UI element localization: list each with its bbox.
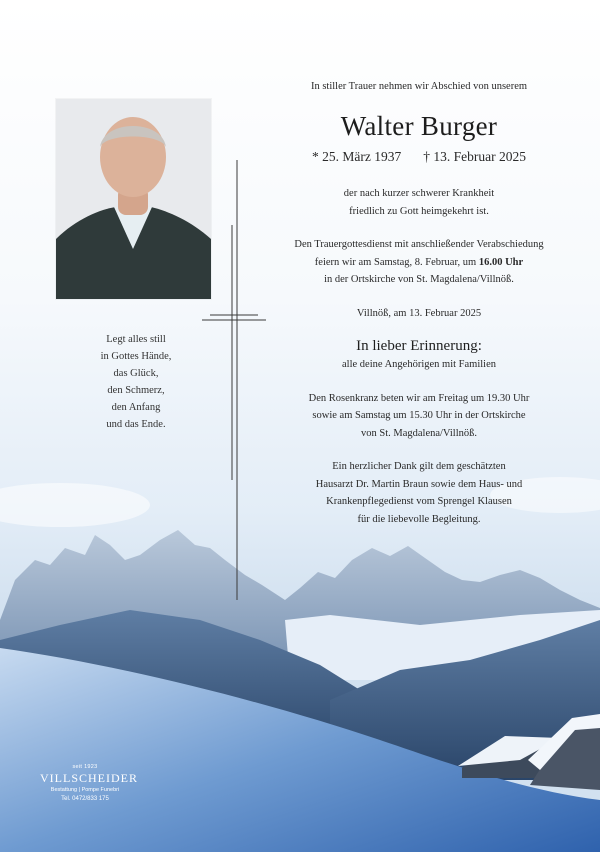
service-date: feiern wir am Samstag, 8. Februar, um (314, 256, 479, 268)
birth-date: * 25. März 1937 (312, 149, 402, 164)
text-line: für die liebevolle Begleitung. (357, 513, 481, 525)
verse-line: und das Ende. (106, 419, 166, 430)
place-date: Villnöß, am 13. Februar 2025 (356, 307, 482, 319)
verse-line: in Gottes Hände, (100, 351, 172, 362)
logo-brand: VILLSCHEIDER (40, 771, 138, 785)
passing-text (258, 185, 580, 220)
rosary-text (258, 390, 580, 443)
verse-text (66, 331, 206, 433)
text-line: von St. Magdalena/Villnöß. (360, 427, 478, 439)
text-line: der nach kurzer schwerer Krankheit (343, 188, 495, 199)
text-line: Den Rosenkranz beten wir am Freitag um 19.30 Uhr (308, 392, 530, 404)
memory-heading: In lieber Erinnerung: (356, 338, 482, 354)
logo-subtitle: Bestattung | Pompe Funebri (50, 787, 120, 793)
verse-line: Legt alles still (106, 334, 166, 345)
text-line: in der Ortskirche von St. Magdalena/Villnöß. (324, 274, 514, 285)
service-text (258, 236, 580, 289)
deceased-name: Walter Burger (340, 111, 498, 141)
memory-text: alle deine Angehörigen mit Familien (342, 359, 496, 370)
text-line: Krankenpflegedienst vom Sprengel Klausen (326, 496, 512, 507)
text-line (258, 254, 580, 272)
thanks-text (258, 458, 580, 528)
life-dates (258, 147, 580, 167)
logo-phone: Tel. 0472/833 175 (61, 796, 109, 802)
text-line: sowie am Samstag um 15.30 Uhr in der Ortskirche (312, 410, 526, 421)
verse-line: das Glück, (113, 368, 159, 379)
death-date: † 13. Februar 2025 (423, 149, 526, 164)
verse-line: den Anfang (111, 402, 161, 413)
intro-line: In stiller Trauer nehmen wir Abschied von unserem (310, 81, 528, 92)
text-line: Den Trauergottesdienst mit anschließender Verabschiedung (294, 239, 544, 250)
logo-since: seit 1923 (72, 764, 98, 770)
text-line: friedlich zu Gott heimgekehrt ist. (349, 205, 489, 217)
service-time: 16.00 Uhr (478, 256, 524, 268)
funeral-home-logo (40, 764, 138, 802)
verse-line: den Schmerz, (107, 385, 165, 396)
obituary-text (258, 78, 580, 528)
portrait-photo (56, 99, 211, 299)
text-line: Ein herzlicher Dank gilt dem geschätzten (332, 461, 506, 472)
text-line: Hausarzt Dr. Martin Braun sowie dem Haus- und (315, 478, 523, 490)
